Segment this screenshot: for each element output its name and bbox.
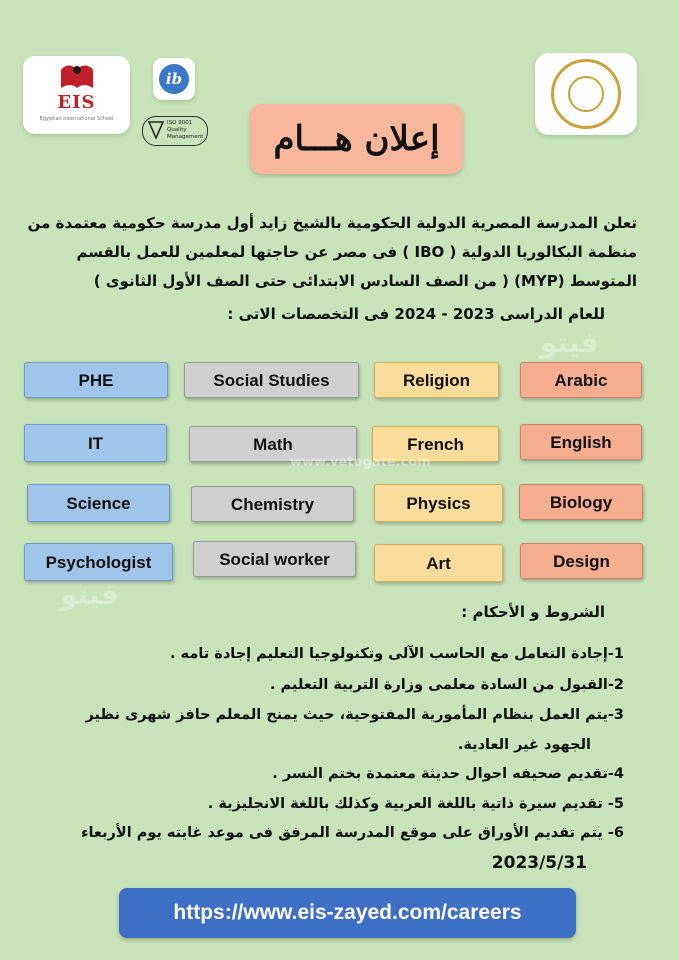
subject-math: Math <box>189 426 357 462</box>
subject-art: Art <box>374 544 503 582</box>
subject-it: IT <box>24 424 167 462</box>
ministry-of-education-logo <box>535 53 637 135</box>
term-4: 4-تقديم صحيفه احوال حديثة معتمدة بختم النسر . <box>272 766 624 782</box>
ib-logo <box>153 58 195 100</box>
ib-logo-text: ib <box>159 64 189 94</box>
iso-shield-icon <box>148 121 164 139</box>
subject-social-studies: Social Studies <box>184 362 359 398</box>
term-1: 1-إجادة التعامل مع الحاسب الآلى وتكنولوجيا التعليم إجادة تامه . <box>170 646 624 662</box>
subject-english: English <box>520 424 642 460</box>
term-3b: الجهود غير العادية. <box>457 737 591 753</box>
page-title: إعلان هـــام <box>250 104 463 174</box>
intro-line-2: منظمة البكالوريا الدولية ( IBO ) فى مصر عن حاجتها لمعلمين للعمل بالقسم <box>76 243 637 261</box>
subject-chemistry: Chemistry <box>191 486 354 522</box>
eis-logo <box>23 56 130 134</box>
eis-logo-text: EIS <box>57 92 96 113</box>
subject-design: Design <box>520 543 643 579</box>
ministry-seal-icon <box>551 59 621 129</box>
subject-biology: Biology <box>519 484 643 520</box>
deadline-date: 2023/5/31 <box>491 853 587 873</box>
careers-url-button[interactable]: https://www.eis-zayed.com/careers <box>119 888 576 938</box>
intro-line-1: تعلن المدرسة المصرية الدولية الحكومية بالشيخ زايد أول مدرسة حكومية معتمدة من <box>27 214 637 232</box>
subject-science: Science <box>27 484 170 522</box>
subject-physics: Physics <box>374 484 503 522</box>
watermark-brand-1: فيتو <box>540 326 599 359</box>
subject-social-worker: Social worker <box>193 541 356 577</box>
term-3a: 3-يتم العمل بنظام المأمورية المفتوحية، حيث يمنح المعلم حافز شهرى نظير <box>85 707 624 723</box>
subject-religion: Religion <box>374 362 499 398</box>
watermark-brand-2: فيتو <box>60 578 119 611</box>
term-2: 2-القبول من السادة معلمى وزارة التربية التعليم . <box>270 677 624 693</box>
subject-psychologist: Psychologist <box>24 543 173 581</box>
subject-phe: PHE <box>24 362 168 398</box>
terms-heading: الشروط و الأحكام : <box>461 603 605 621</box>
term-6: 6- يتم تقديم الأوراق على موقع المدرسة المرفق فى موعد غايته يوم الأربعاء <box>81 825 624 841</box>
subject-french: French <box>372 426 499 462</box>
iso-certification-logo <box>142 116 208 146</box>
eis-logo-subtitle: Egyptian International School <box>39 116 114 122</box>
book-emblem-icon <box>57 62 97 92</box>
term-5: 5- تقديم سيرة ذاتية باللغة العربية وكذلك باللغة الانجليزية . <box>207 796 624 812</box>
subject-arabic: Arabic <box>520 362 642 398</box>
intro-line-3: المتوسط (MYP) ( من الصف السادس الابتدائى حتى الصف الأول الثانوى ) <box>93 272 637 290</box>
watermark-site: www.vetogate.com <box>290 455 431 470</box>
intro-line-4: للعام الدراسى 2023 - 2024 فى التخصصات الاتى : <box>227 305 605 323</box>
iso-logo-text: ISO 9001 Quality Management <box>167 120 204 140</box>
